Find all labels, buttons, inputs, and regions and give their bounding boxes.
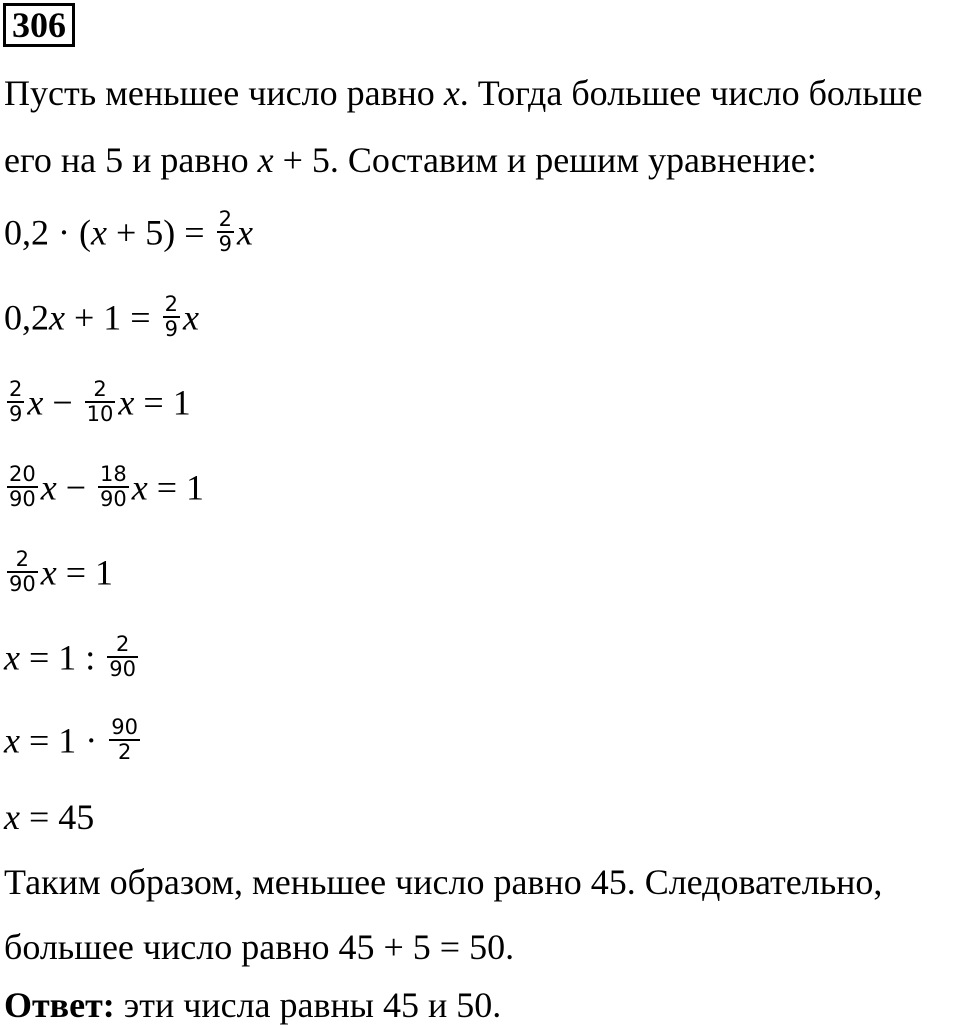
intro-line-2 xyxy=(4,140,817,180)
variable-x: x xyxy=(118,382,135,423)
variable-x: x xyxy=(27,382,44,423)
numerator: 2 xyxy=(9,377,23,401)
equation-6 xyxy=(4,632,141,685)
equation-8 xyxy=(4,797,94,837)
minus-sign: − xyxy=(43,382,82,423)
equation-3 xyxy=(4,377,191,430)
variable-x: x xyxy=(257,140,274,180)
numerator: 18 xyxy=(100,462,127,486)
answer-text: эти числа равны 45 и 50. xyxy=(114,985,502,1025)
eq3-rhs: = 1 xyxy=(134,382,191,423)
variable-x: x xyxy=(4,637,20,678)
equation-1 xyxy=(4,207,253,260)
eq1-mid: + 5) = xyxy=(106,212,214,253)
variable-x: x xyxy=(131,467,148,508)
denominator: 90 xyxy=(9,487,36,511)
fraction xyxy=(85,378,116,426)
numerator: 2 xyxy=(107,633,138,658)
variable-x: x xyxy=(236,212,253,253)
equation-5 xyxy=(4,547,114,600)
fraction xyxy=(107,633,138,681)
eq8-rhs: = 45 xyxy=(19,797,95,837)
denominator: 2 xyxy=(117,740,132,764)
denominator: 90 xyxy=(100,487,127,511)
fraction xyxy=(217,208,234,256)
eq7-mid: = 1 · xyxy=(19,720,107,761)
denominator: 90 xyxy=(109,657,137,681)
denominator: 9 xyxy=(164,317,178,341)
variable-x: x xyxy=(49,297,65,338)
numerator: 2 xyxy=(7,548,38,573)
variable-x: x xyxy=(90,212,107,253)
equation-7 xyxy=(4,715,143,768)
numerator: 90 xyxy=(111,715,139,739)
denominator: 9 xyxy=(218,232,232,256)
fraction xyxy=(7,548,38,596)
intro-line-1 xyxy=(4,73,923,113)
intro-text-a: Пусть меньшее число равно xyxy=(4,73,444,113)
denominator: 9 xyxy=(9,402,23,426)
eq5-rhs: = 1 xyxy=(56,552,114,593)
equation-4 xyxy=(4,462,205,515)
minus-sign: − xyxy=(56,467,96,508)
denominator: 10 xyxy=(86,402,114,426)
denominator: 90 xyxy=(9,572,36,596)
numerator: 20 xyxy=(9,462,36,486)
intro-text-d: + 5. Составим и решим уравнение: xyxy=(273,140,817,180)
problem-number: 306 xyxy=(3,3,75,47)
answer-line xyxy=(4,985,501,1025)
answer-label: Ответ: xyxy=(4,985,115,1025)
variable-x: x xyxy=(40,467,57,508)
intro-text-c: его на 5 и равно xyxy=(4,140,258,180)
numerator: 2 xyxy=(164,292,178,316)
variable-x: x xyxy=(443,73,460,113)
equation-2 xyxy=(4,292,199,345)
fraction xyxy=(109,716,140,764)
fraction xyxy=(163,293,180,341)
eq4-rhs: = 1 xyxy=(147,467,205,508)
variable-x: x xyxy=(182,297,199,338)
fraction xyxy=(7,463,38,511)
eq1-left: 0,2 · ( xyxy=(4,212,91,253)
variable-x: x xyxy=(40,552,57,593)
numerator: 2 xyxy=(218,207,232,231)
variable-x: x xyxy=(4,720,20,761)
conclusion-line-1: Таким образом, меньшее число равно 45. Следовательно, xyxy=(4,862,883,902)
eq2-left: 0,2 xyxy=(4,297,49,338)
eq6-mid: = 1 : xyxy=(19,637,105,678)
numerator: 2 xyxy=(85,378,116,403)
conclusion-line-2: большее число равно 45 + 5 = 50. xyxy=(4,927,515,967)
fraction xyxy=(7,378,24,426)
fraction xyxy=(98,463,129,511)
intro-text-b: . Тогда большее число больше xyxy=(459,73,923,113)
variable-x: x xyxy=(4,797,20,837)
eq2-mid: + 1 = xyxy=(64,297,160,338)
